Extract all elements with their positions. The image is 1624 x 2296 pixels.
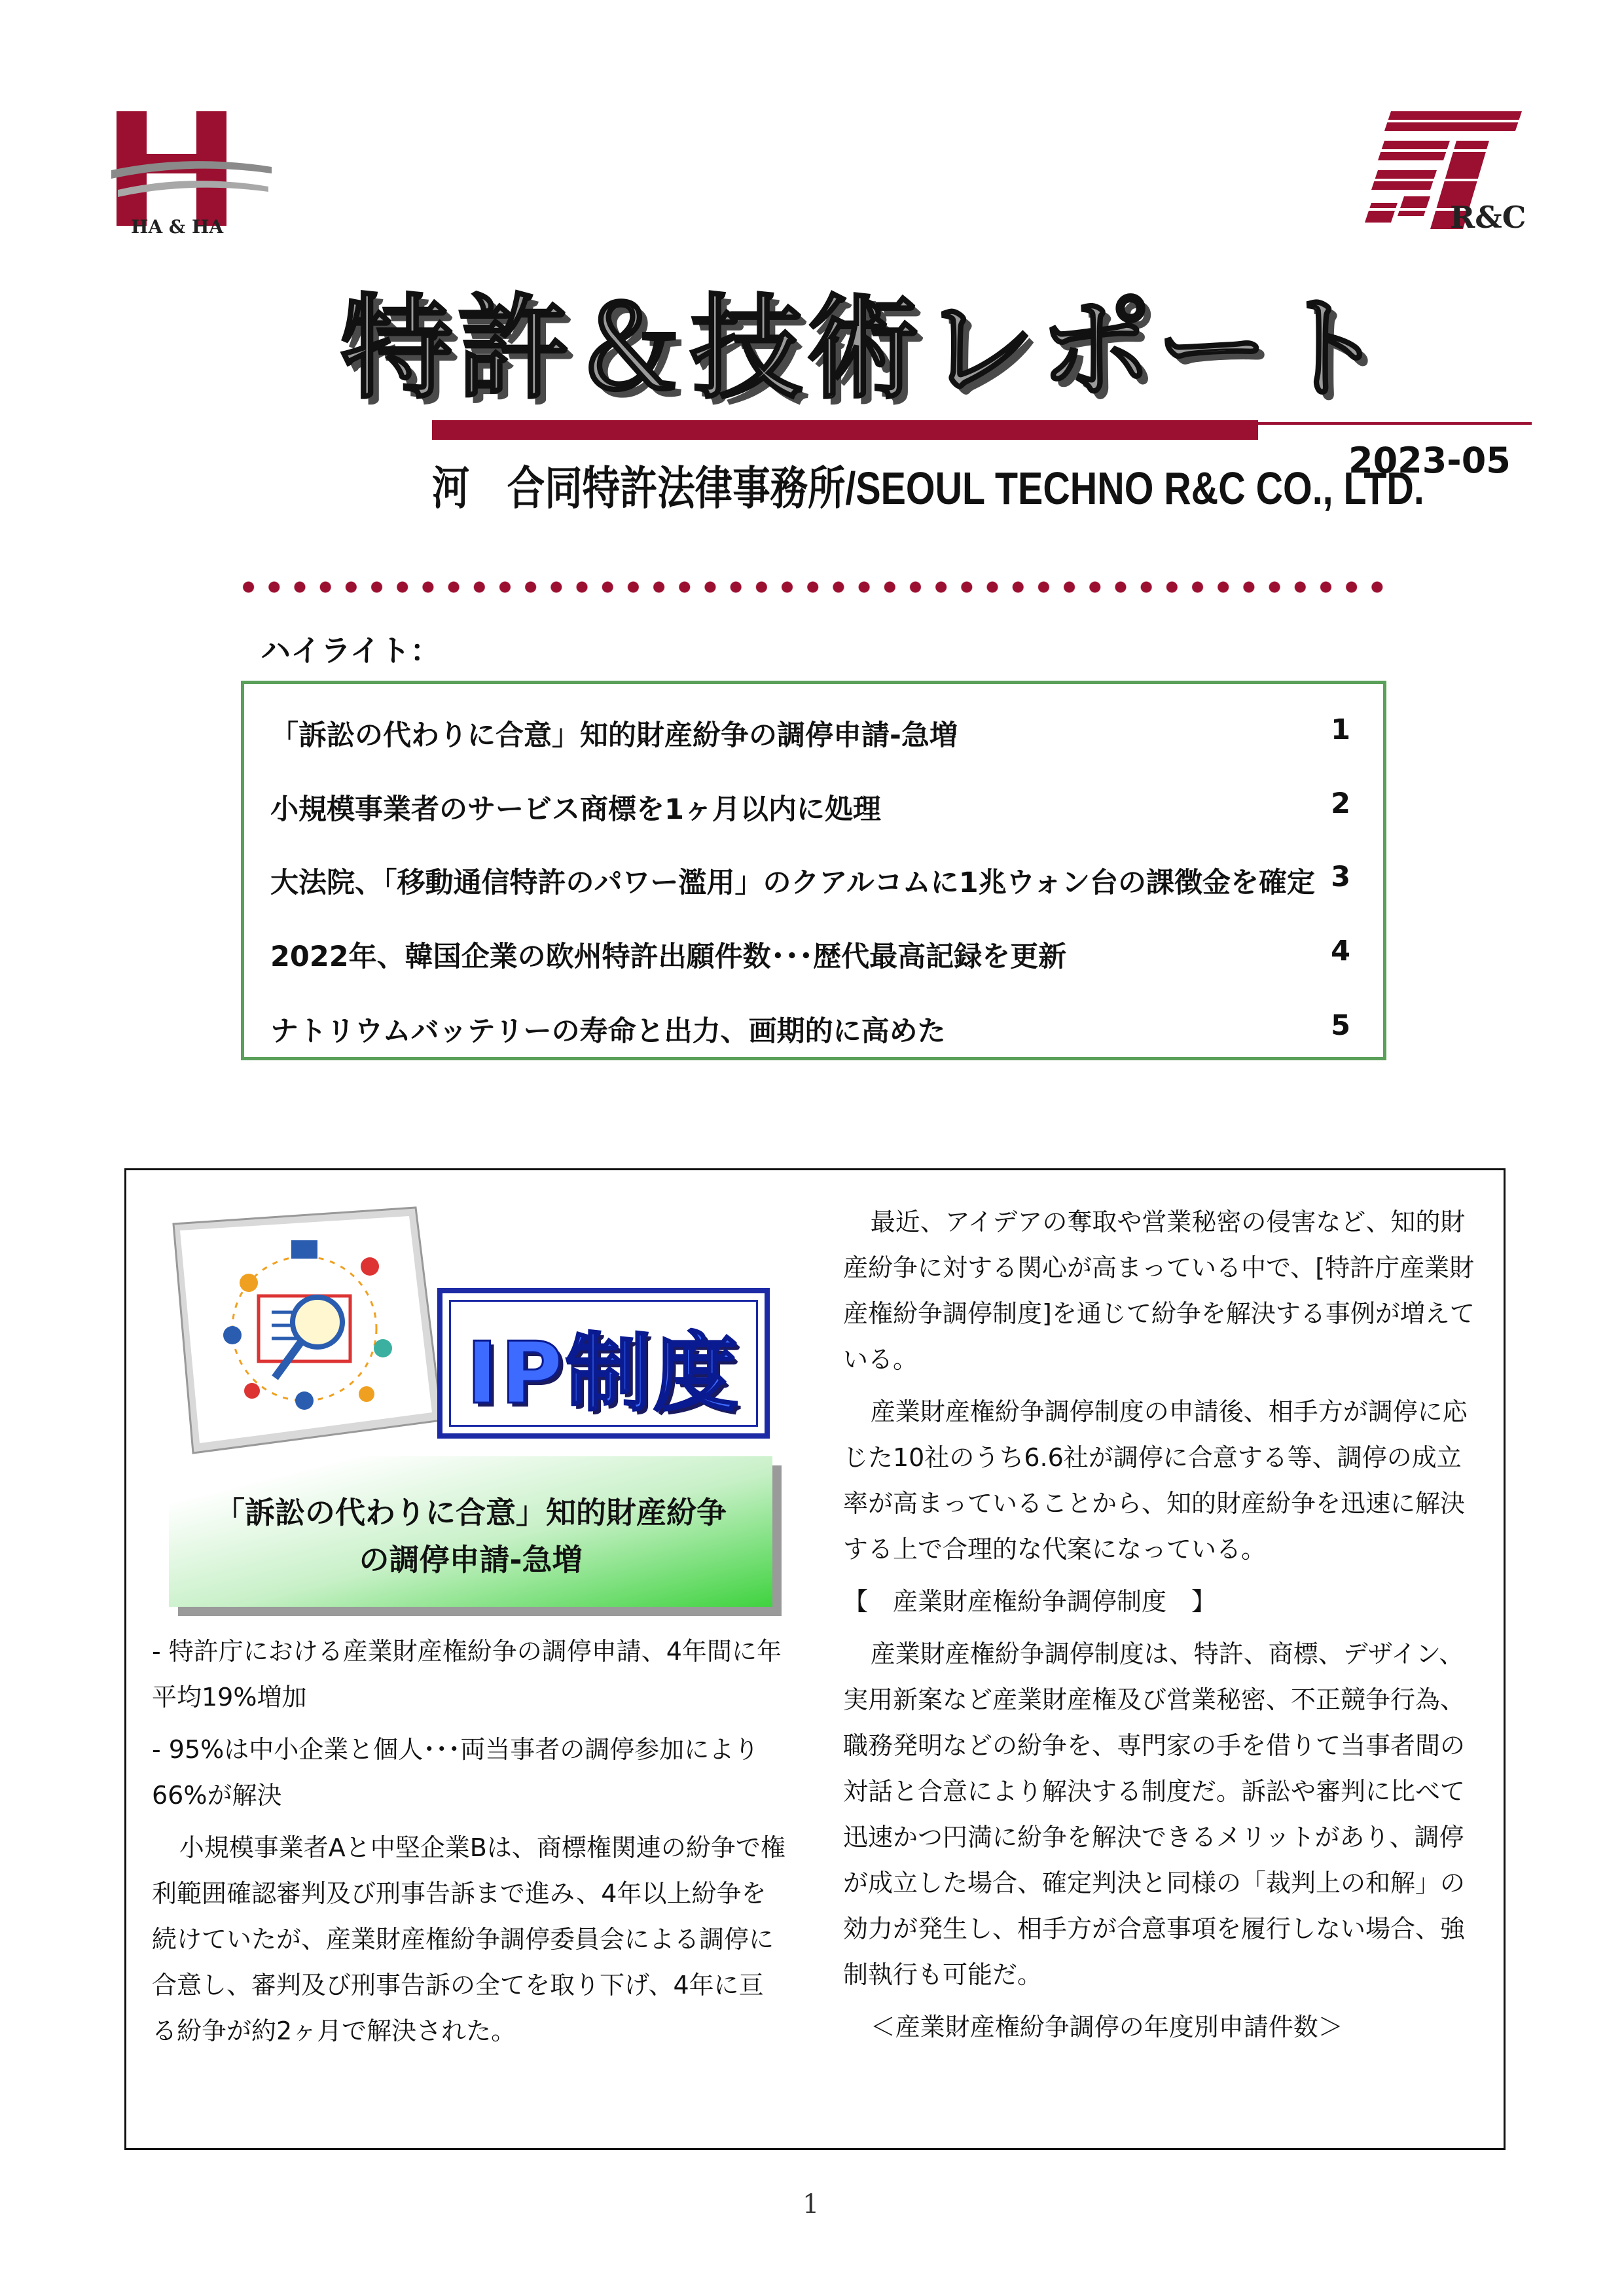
highlights-box [241,681,1386,1060]
highlight-page: 5 [1331,1009,1350,1042]
firm-name: 河 合同特許法律事務所/SEOUL TECHNO R&C CO., LTD. [432,463,1424,514]
report-title: 特許＆技術レポート [340,283,1389,414]
article-left-column [152,1628,788,2060]
left-logo-label: HA & HA [131,216,224,238]
article-headline [169,1489,772,1583]
article-figure-caption: ＜産業財産権紛争調停の年度別申請件数＞ [870,2013,1343,2041]
title-underline-thin [1258,422,1532,425]
highlight-item[interactable] [270,935,1357,974]
title-underline [432,420,1258,440]
highlight-item[interactable] [270,787,1357,827]
highlight-page: 3 [1331,861,1350,893]
highlight-page: 4 [1331,935,1350,967]
article-right-column [843,1199,1479,2056]
article-paragraph: 産業財産権紛争調停制度の申請後、相手方が調停に応じた10社のうち6.6社が調停に合意する等、調停の成立率が高まっていることから、知的財産紛争を迅速に解決する上で合理的な代案になっている。 [843,1397,1468,1564]
article-summary-point: - 特許庁における産業財産権紛争の調停申請、4年間に年平均19%増加 [152,1637,782,1712]
issue-date: 2023-05 [1348,440,1511,481]
article-summary-point: - 95%は中小企業と個人･･･両当事者の調停参加により66%が解決 [152,1735,759,1810]
article-paragraph: 小規模事業者Aと中堅企業Bは、商標権関連の紛争で権利範囲確認審判及び刑事告訴まで進み、4年以上紛争を続けていたが、産業財産権紛争調停委員会による調停に合意し、審判及び刑事告訴の全てを取り下げ、4年に亘る紛争が約2ヶ月で解決された。 [152,1833,785,2045]
article-section-heading: 【 産業財産権紛争調停制度 】 [843,1587,1217,1616]
highlight-item[interactable] [270,713,1357,753]
page-number: 1 [803,2189,820,2219]
ip-category-badge [437,1288,770,1439]
highlight-title: 「訴訟の代わりに合意」知的財産紛争の調停申請-急増 [270,719,958,752]
ip-illustration-icon [154,1204,448,1460]
highlight-title: ナトリウムバッテリーの寿命と出力、画期的に高めた [270,1015,946,1048]
highlight-title: 2022年、韓国企業の欧州特許出願件数･･･歴代最高記録を更新 [270,941,1067,973]
highlight-title: 小規模事業者のサービス商標を1ヶ月以内に処理 [270,793,881,826]
highlight-page: 1 [1331,713,1350,746]
highlight-title: 大法院、「移動通信特許のパワー濫用」のクアルコムに1兆ウォン台の課徴金を確定 [270,867,1315,899]
highlight-page: 2 [1331,787,1350,820]
ip-category-label: IP制度 [466,1323,741,1423]
highlight-item[interactable] [270,861,1357,900]
right-logo-label: R&C [1450,200,1526,235]
article-headline-box [169,1456,772,1607]
highlights-label: ハイライト： [261,633,441,668]
highlight-item[interactable] [270,1009,1357,1049]
article-paragraph: 最近、アイデアの奪取や営業秘密の侵害など、知的財産紛争に対する関心が高まっている中で、[特許庁産業財産権紛争調停制度]を通じて紛争を解決する事例が増えている。 [843,1208,1475,1374]
article-headline-line: 「訴訟の代わりに合意」知的財産紛争 [215,1495,727,1530]
article-headline-line: の調停申請-急増 [359,1542,583,1577]
article-paragraph: 産業財産権紛争調停制度は、特許、商標、デザイン、実用新案など産業財産権及び営業秘密、不正競争行為、職務発明などの紛争を、専門家の手を借りて当事者間の対話と合意により解決する制度だ。訴訟や審判に比べて迅速かつ円満に紛争を解決できるメリットがあり、調停が成立した場合、確定判決と同様の「裁判上の和解」の効力が発生し、相手方が合意事項を履行しない場合、強制執行も可能だ。 [843,1640,1466,1989]
dotted-divider [236,579,1388,595]
